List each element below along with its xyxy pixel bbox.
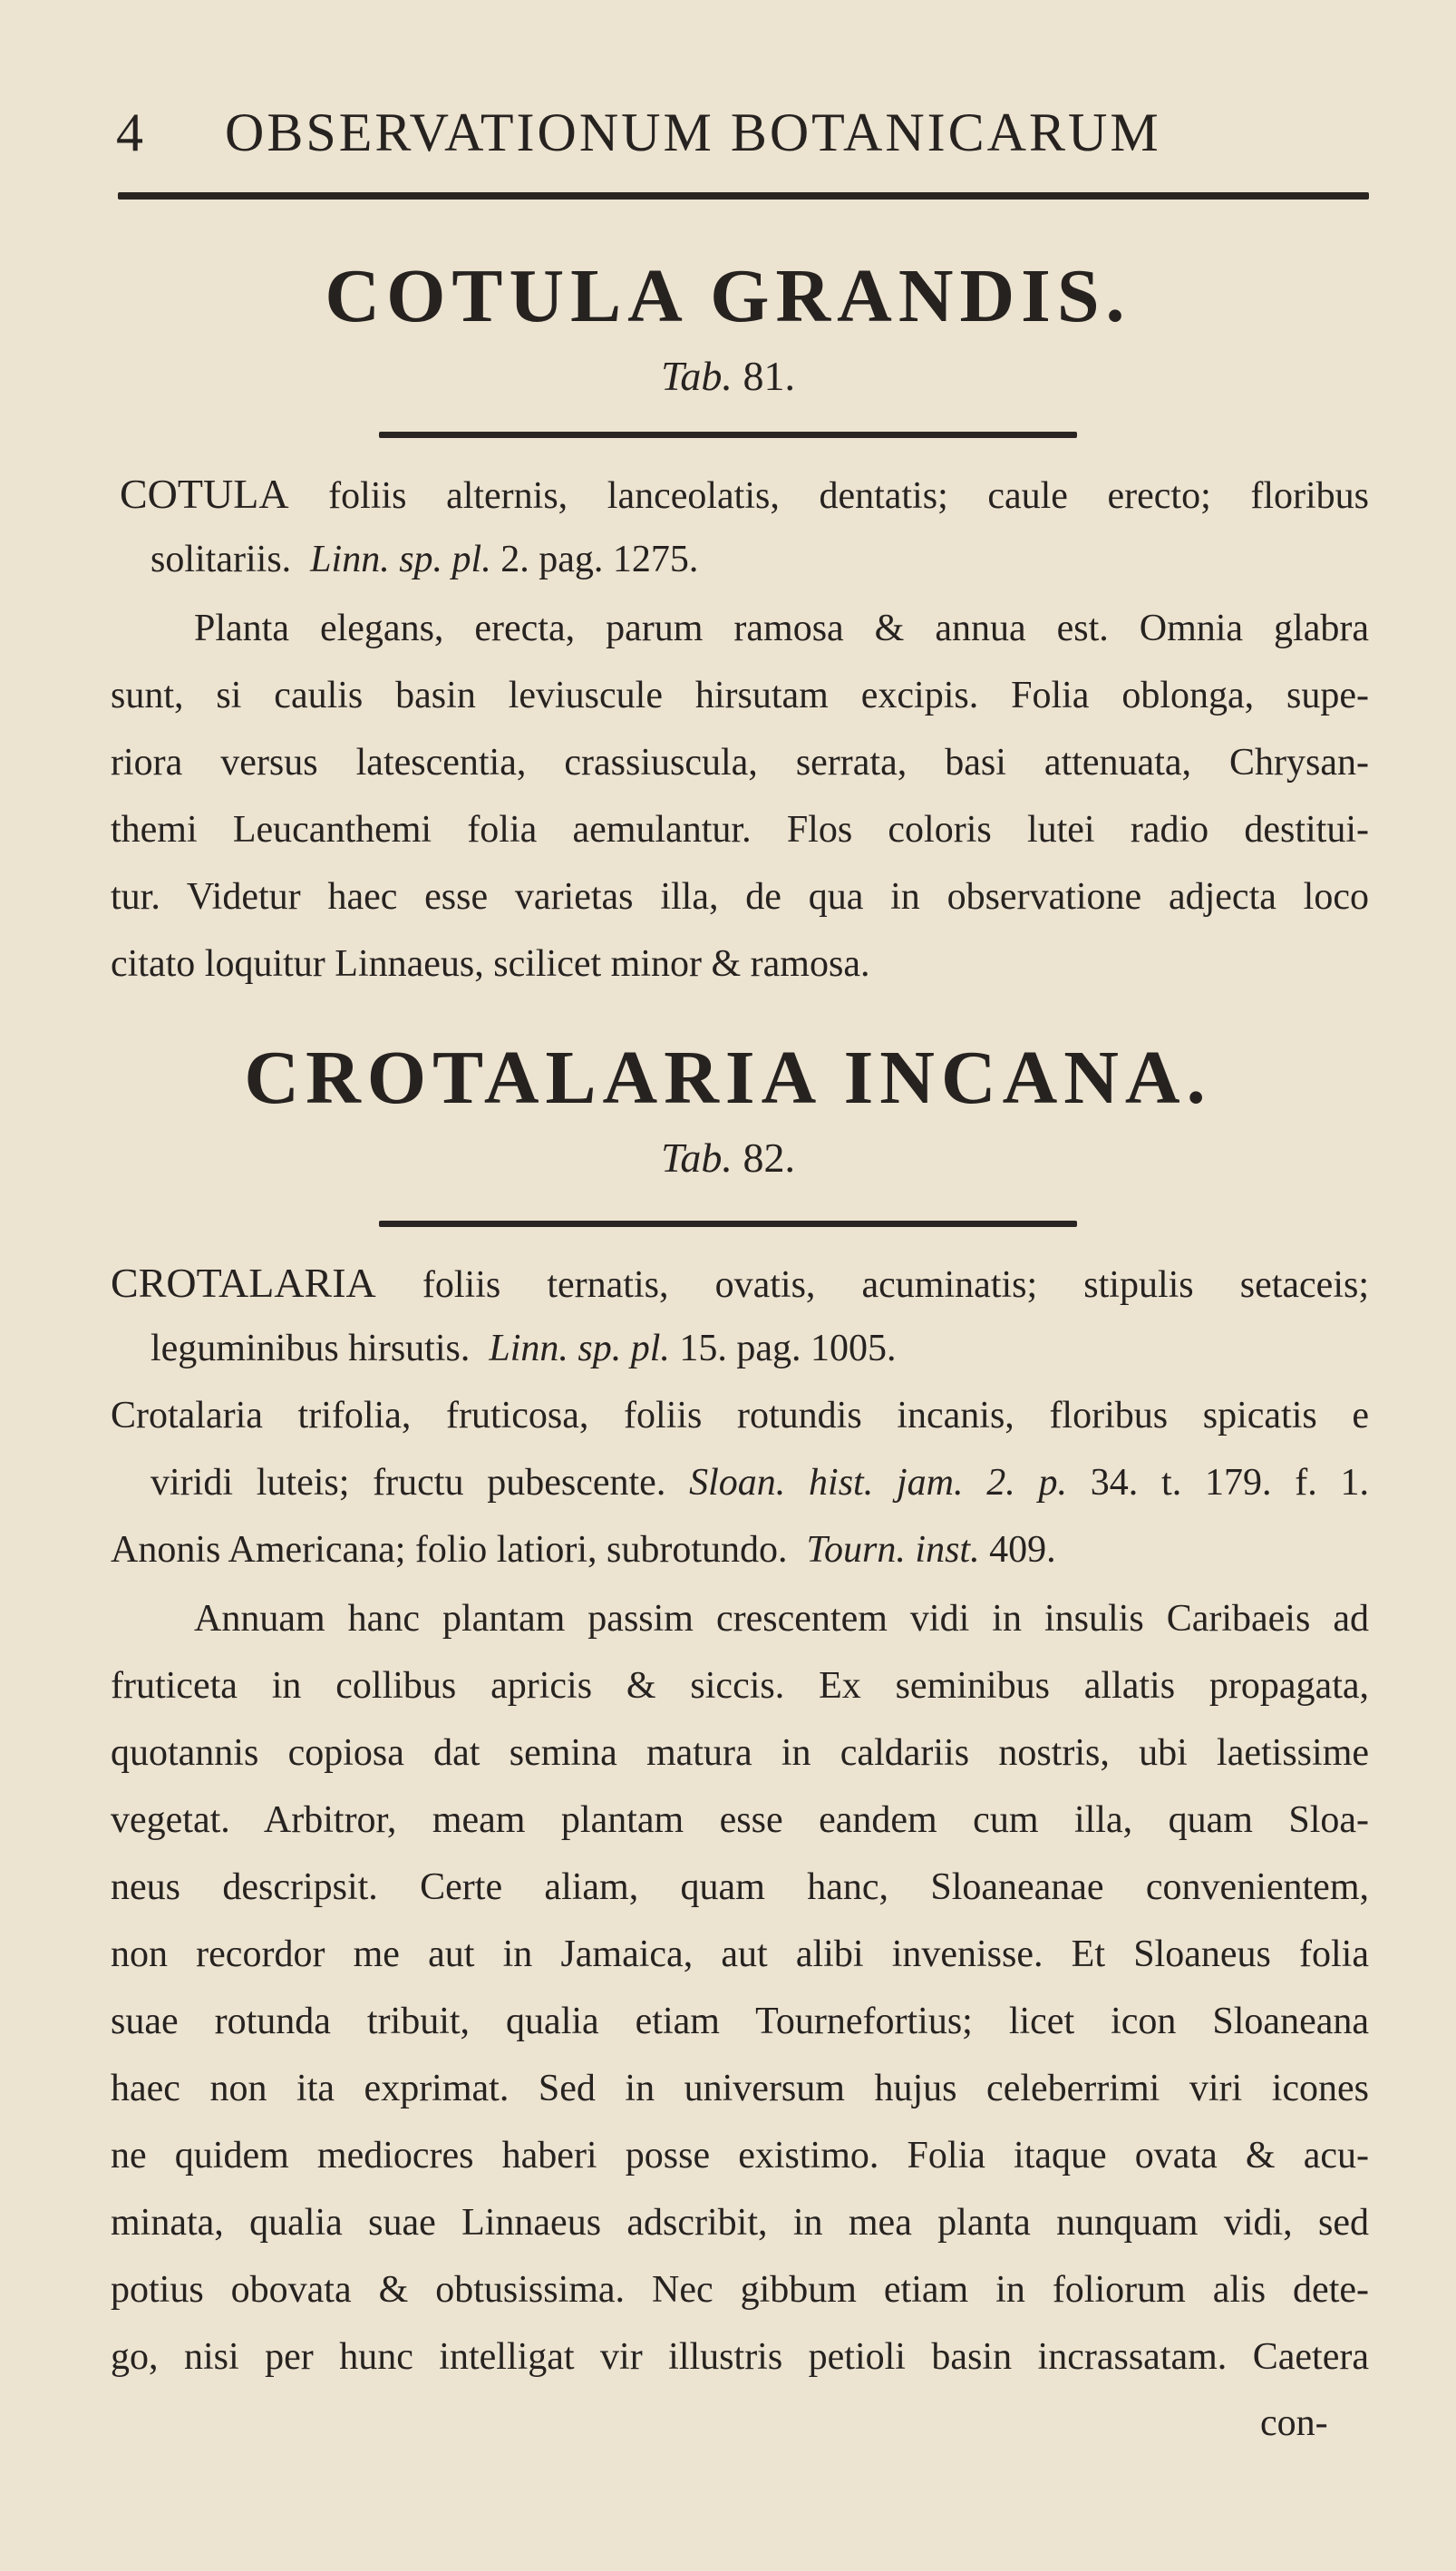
section-rule	[379, 1221, 1077, 1227]
paragraph-line: suae rotunda tribuit, qualia etiam Tournefortius; licet icon Sloaneana	[111, 2001, 1369, 2042]
paragraph-line: non recordor me aut in Jamaica, aut alibi invenisse. Et Sloaneus folia	[111, 1933, 1369, 1975]
genus-lead: COTULA	[120, 471, 289, 517]
plate-number: 81.	[743, 353, 795, 399]
plate-number: 82.	[743, 1135, 795, 1181]
paragraph-line: Planta elegans, erecta, parum ramosa & annua est. Omnia glabra	[194, 608, 1369, 649]
paragraph-line: sunt, si caulis basin leviuscule hirsutam excipis. Folia oblonga, supe-	[111, 675, 1369, 716]
synonym-line	[111, 1531, 1056, 1569]
synonym-text: viridi luteis; fructu pubescente.	[150, 1462, 666, 1504]
synonym-continuation	[150, 1464, 1369, 1502]
section-rule	[379, 432, 1077, 438]
citation-tail: 2. pag. 1275.	[500, 539, 699, 580]
paragraph-line: fruticeta in collibus apricis & siccis. Ex seminibus allatis propagata,	[111, 1665, 1369, 1707]
paragraph-line: go, nisi per hunc intelligat vir illustris petioli basin incrassatam. Caetera	[111, 2336, 1369, 2378]
genus-lead: CROTALARIA	[111, 1260, 376, 1306]
citation-tail: 409.	[989, 1529, 1056, 1571]
diagnosis-continuation	[150, 1329, 897, 1368]
synonym-text: Anonis Americana; folio latiori, subrotundo.	[111, 1529, 788, 1571]
paragraph-line: neus descripsit. Certe aliam, quam hanc, Sloaneanae convenientem,	[111, 1866, 1369, 1908]
paragraph-line: minata, qualia suae Linnaeus adscribit, in mea planta nunquam vidi, sed	[111, 2202, 1369, 2244]
catchword: con-	[1260, 2402, 1328, 2444]
running-head-title: OBSERVATIONUM BOTANICARUM	[225, 102, 1161, 162]
diagnosis-continuation	[150, 540, 698, 579]
paragraph-line: themi Leucanthemi folia aemulantur. Flos coloris lutei radio destitui-	[111, 809, 1369, 851]
citation-tail: 34. t. 179. f. 1.	[1090, 1462, 1369, 1504]
citation-ref: Tourn. inst.	[806, 1529, 980, 1571]
paragraph-line: haec non ita exprimat. Sed in universum hujus celeberrimi viri icones	[111, 2068, 1369, 2109]
section-title-cotula: COTULA GRANDIS.	[325, 254, 1131, 338]
plate-label: Tab.	[661, 353, 733, 399]
paragraph-line: tur. Videtur haec esse varietas illa, de qua in observatione adjecta loco	[111, 876, 1369, 918]
diagnosis-cont: solitariis.	[150, 539, 292, 580]
paragraph-line: potius obovata & obtusissima. Nec gibbum etiam in foliorum alis dete-	[111, 2269, 1369, 2311]
diagnosis-text: foliis ternatis, ovatis, acuminatis; stipulis setaceis;	[422, 1264, 1370, 1306]
page-number: 4	[116, 102, 146, 162]
header-rule	[118, 192, 1369, 200]
diagnosis-cont: leguminibus hirsutis.	[150, 1328, 471, 1369]
plate-reference-81	[0, 352, 1456, 400]
diagnosis-line	[111, 1262, 1369, 1304]
section-title-crotalaria: CROTALARIA INCANA.	[244, 1036, 1212, 1120]
citation-tail: 15. pag. 1005.	[679, 1328, 897, 1369]
plate-reference-82	[0, 1134, 1456, 1182]
paragraph-line: citato loquitur Linnaeus, scilicet minor & ramosa.	[111, 943, 870, 985]
diagnosis-line	[120, 473, 1369, 515]
citation-ref: Linn. sp. pl.	[489, 1328, 670, 1369]
diagnosis-text: foliis alternis, lanceolatis, dentatis; caule erecto; floribus	[328, 475, 1369, 517]
running-head	[116, 102, 1161, 164]
paragraph-line: ne quidem mediocres haberi posse existimo. Folia itaque ovata & acu-	[111, 2135, 1369, 2177]
paragraph-line: quotannis copiosa dat semina matura in caldariis nostris, ubi laetissime	[111, 1732, 1369, 1774]
synonym-line: Crotalaria trifolia, fruticosa, foliis rotundis incanis, floribus spicatis e	[111, 1395, 1369, 1436]
paragraph-line: Annuam hanc plantam passim crescentem vidi in insulis Caribaeis ad	[194, 1598, 1369, 1640]
paragraph-line: riora versus latescentia, crassiuscula, serrata, basi attenuata, Chrysan-	[111, 742, 1369, 784]
citation-ref: Linn. sp. pl.	[310, 539, 491, 580]
citation-ref: Sloan. hist. jam. 2. p.	[689, 1462, 1068, 1504]
plate-label: Tab.	[661, 1135, 733, 1181]
paragraph-line: vegetat. Arbitror, meam plantam esse eandem cum illa, quam Sloa-	[111, 1799, 1369, 1841]
